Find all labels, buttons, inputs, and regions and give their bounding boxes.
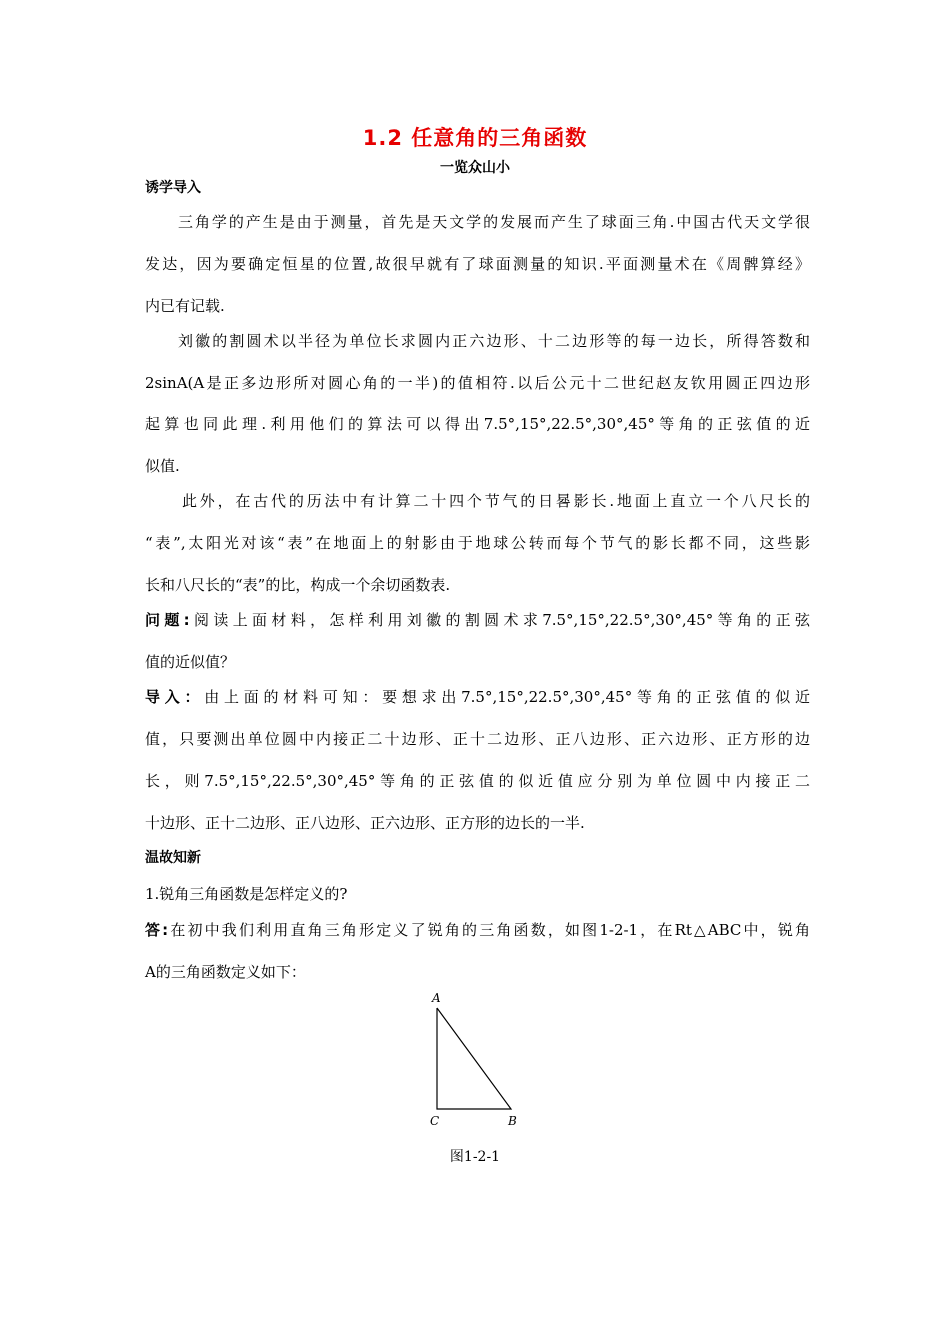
intro-line: 十边形、正十二边形、正八边形、正六边形、正方形的边长的一半. — [145, 814, 585, 832]
vertex-label-b: B — [508, 1114, 517, 1128]
answer-text: 在初中我们利用直角三角形定义了锐角的三角函数，如图1-2-1，在Rt△ABC中，锐角 — [168, 921, 811, 939]
figure-caption: 图1-2-1 — [449, 1149, 501, 1165]
question-one: 1.锐角三角函数是怎样定义的? — [145, 885, 348, 903]
paragraph-line: 刘徽的割圆术以半径为单位长求圆内正六边形、十二边形等的每一边长，所得答数和 — [178, 332, 810, 350]
question-text: 阅读上面材料，怎样利用刘徽的割圆术求7.5°,15°,22.5°,30°,45°等角的正弦 — [189, 611, 810, 629]
right-triangle-figure — [420, 988, 530, 1128]
paragraph-line: 三角学的产生是由于测量，首先是天文学的发展而产生了球面三角.中国古代天文学很 — [178, 213, 810, 231]
question-label: 问题: — [145, 611, 190, 629]
paragraph-line: 2sinA(A是正多边形所对圆心角的一半)的值相符.以后公元十二世纪赵友钦用圆正四边形 — [145, 374, 810, 392]
vertex-label-a: A — [432, 991, 441, 1005]
question-line — [145, 610, 810, 630]
intro-line: 值，只要测出单位圆中内接正二十边形、正十二边形、正八边形、正六边形、正方形的边 — [145, 730, 810, 748]
paragraph-line: “表”,太阳光对该“表”在地面上的射影由于地球公转而每个节气的影长都不同，这些影 — [145, 534, 810, 552]
vertex-label-c: C — [430, 1114, 440, 1128]
intro-line — [145, 687, 810, 707]
triangle-outline — [437, 1008, 511, 1109]
answer-line — [145, 920, 810, 940]
intro-text: 由上面的材料可知：要想求出7.5°,15°,22.5°,30°,45°等角的正弦值的似近 — [204, 688, 810, 706]
paragraph-line: 似值. — [145, 457, 180, 475]
paragraph-line: 内已有记载. — [145, 297, 225, 315]
paragraph-line: 起算也同此理.利用他们的算法可以得出7.5°,15°,22.5°,30°,45°等角的正弦值的近 — [145, 415, 810, 433]
intro-line: 长，则7.5°,15°,22.5°,30°,45°等角的正弦值的似近值应分别为单位圆中内接正二 — [145, 772, 810, 790]
answer-line: A的三角函数定义如下： — [145, 963, 306, 981]
question-line: 值的近似值？ — [145, 653, 236, 671]
section-heading-intro: 诱学导入 — [145, 180, 201, 196]
paragraph-line: 此外，在古代的历法中有计算二十四个节气的日晷影长.地面上直立一个八尺长的 — [182, 492, 810, 510]
page-title: 1.2 任意角的三角函数 — [362, 126, 588, 150]
section-heading-review: 温故知新 — [145, 850, 201, 866]
intro-label: 导入： — [145, 688, 205, 706]
paragraph-line: 发达，因为要确定恒星的位置,故很早就有了球面测量的知识.平面测量术在《周髀算经》 — [145, 255, 810, 273]
answer-label: 答: — [145, 921, 169, 939]
paragraph-line: 长和八尺长的“表”的比，构成一个余切函数表. — [145, 576, 451, 594]
page-subtitle: 一览众山小 — [440, 160, 510, 176]
